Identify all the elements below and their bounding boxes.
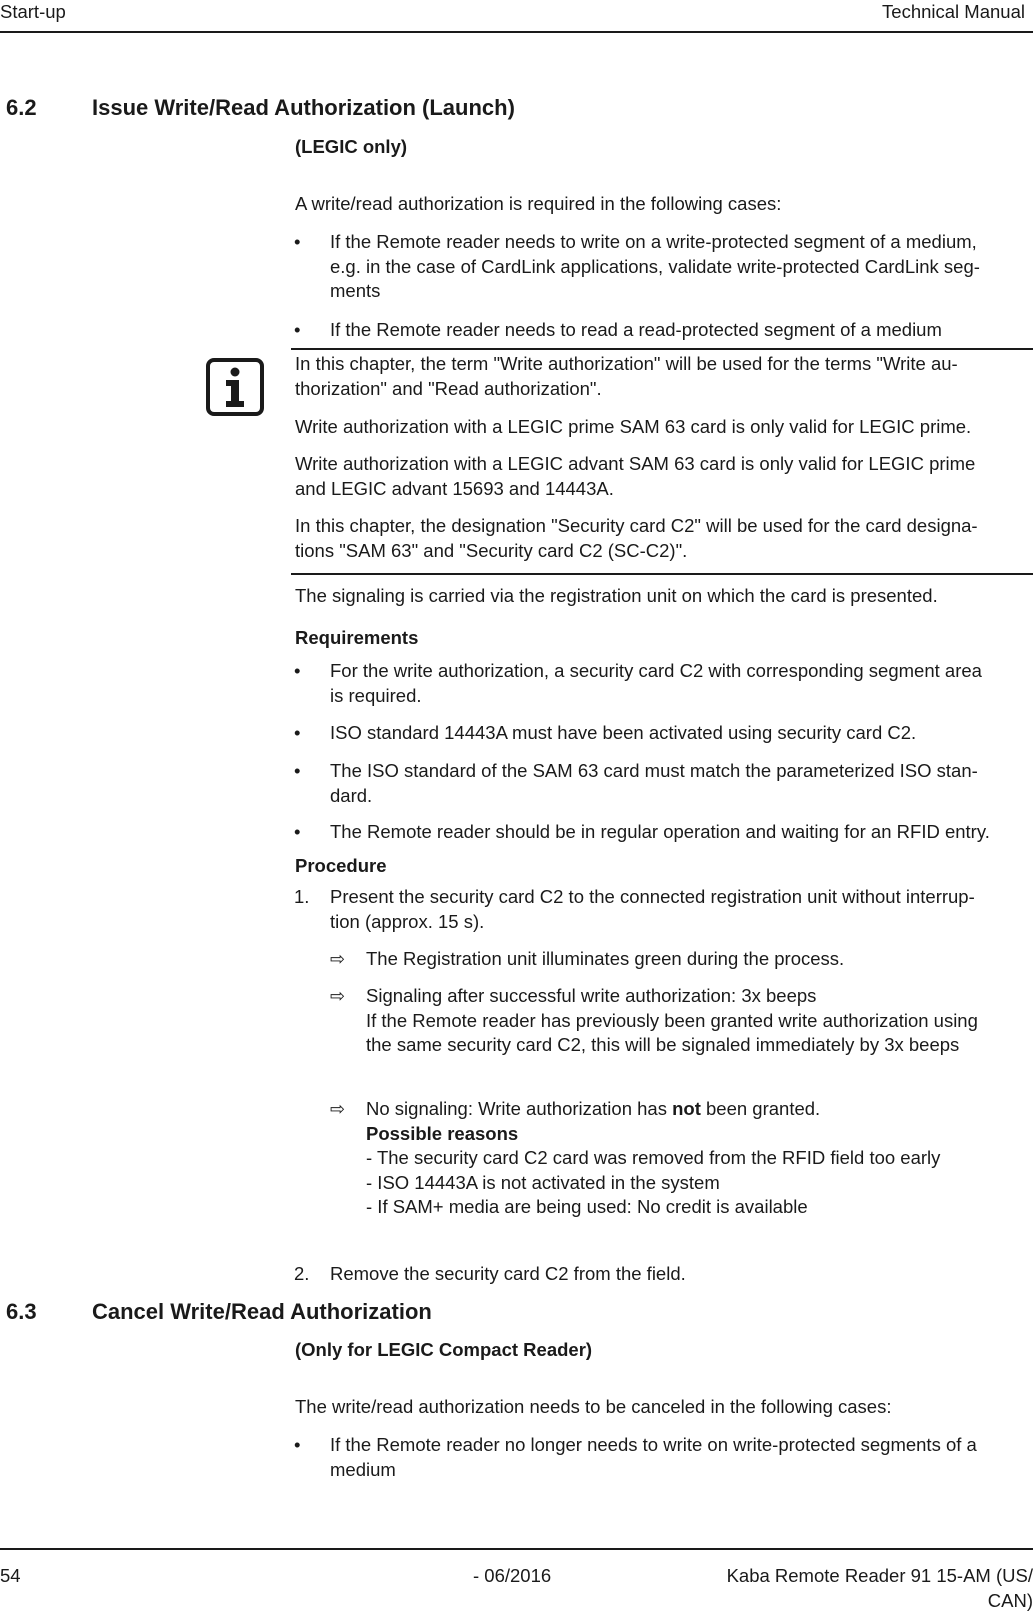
list-item: For the write authorization, a security card C2 with corresponding segment area is required. bbox=[330, 660, 982, 706]
intro-paragraph: The write/read authorization needs to be canceled in the following cases: bbox=[295, 1396, 892, 1417]
info-paragraph: In this chapter, the term "Write authorization" will be used for the terms "Write au- thorization" and "Read authorization". bbox=[295, 353, 958, 399]
list-item: If the Remote reader no longer needs to write on write-protected segments of a medium bbox=[330, 1434, 977, 1480]
step-number: 2. bbox=[294, 1263, 310, 1284]
header-left: Start-up bbox=[0, 1, 66, 22]
section-number: 6.2 bbox=[6, 95, 37, 120]
bullet: • bbox=[294, 1434, 301, 1455]
header-right: Technical Manual bbox=[882, 1, 1025, 22]
section-title: Issue Write/Read Authorization (Launch) bbox=[92, 95, 515, 120]
page-number: 54 bbox=[0, 1565, 21, 1586]
footer-rule bbox=[0, 1548, 1033, 1550]
result-text: The Registration unit illuminates green during the process. bbox=[366, 948, 845, 969]
list-item: ISO standard 14443A must have been activated using security card C2. bbox=[330, 722, 917, 743]
info-icon bbox=[206, 358, 264, 416]
bullet: • bbox=[294, 231, 301, 252]
bullet: • bbox=[294, 760, 301, 781]
bullet: • bbox=[294, 722, 301, 743]
info-paragraph: Write authorization with a LEGIC advant SAM 63 card is only valid for LEGIC prime and LEGIC advant 15693 and 14443A. bbox=[295, 453, 976, 499]
info-box-top-rule bbox=[291, 348, 1033, 350]
step-text: Remove the security card C2 from the field. bbox=[330, 1263, 686, 1284]
section-number: 6.3 bbox=[6, 1299, 37, 1324]
result-arrow-icon: ⇨ bbox=[330, 1099, 346, 1119]
step-number: 1. bbox=[294, 886, 310, 907]
bullet: • bbox=[294, 821, 301, 842]
result-arrow-icon: ⇨ bbox=[330, 986, 346, 1006]
intro-paragraph: A write/read authorization is required in the following cases: bbox=[295, 193, 782, 214]
footer-document: Kaba Remote Reader 91 15-AM (US/ CAN) bbox=[726, 1565, 1033, 1611]
section-subtitle: (LEGIC only) bbox=[295, 136, 408, 157]
list-item: If the Remote reader needs to write on a write-protected segment of a medium, e.g. in the case of CardLink applications, validate write-protected CardLink seg- ments bbox=[330, 231, 980, 301]
signaling-paragraph: The signaling is carried via the registration unit on which the card is presented. bbox=[295, 585, 938, 606]
list-item: The Remote reader should be in regular operation and waiting for an RFID entry. bbox=[330, 821, 990, 842]
info-paragraph: Write authorization with a LEGIC prime SAM 63 card is only valid for LEGIC prime. bbox=[295, 416, 972, 437]
bullet: • bbox=[294, 319, 301, 340]
section-subtitle: (Only for LEGIC Compact Reader) bbox=[295, 1339, 593, 1360]
info-paragraph: In this chapter, the designation "Security card C2" will be used for the card designa- tions "SAM 63" and "Security card C2 (SC-C2)". bbox=[295, 515, 978, 561]
list-item: The ISO standard of the SAM 63 card must match the parameterized ISO stan- dard. bbox=[330, 760, 978, 806]
result-arrow-icon: ⇨ bbox=[330, 949, 346, 969]
info-box-bottom-rule bbox=[291, 573, 1033, 575]
result-text: Signaling after successful write authorization: 3x beeps If the Remote reader has previously been granted write authorization using the same security card C2, this will be signaled immediately by 3x beeps bbox=[366, 985, 978, 1055]
section-title: Cancel Write/Read Authorization bbox=[92, 1299, 432, 1324]
header-rule bbox=[0, 31, 1033, 33]
footer-date: - 06/2016 bbox=[473, 1565, 552, 1586]
bullet: • bbox=[294, 660, 301, 681]
result-text: No signaling: Write authorization has not been granted. Possible reasons - The security card C2 card was removed from the RFID field too early - ISO 14443A is not activated in the system - If SAM+ media are being used: No credit is available bbox=[366, 1098, 941, 1217]
list-item: If the Remote reader needs to read a read-protected segment of a medium bbox=[330, 319, 942, 340]
requirements-heading: Requirements bbox=[295, 627, 419, 648]
procedure-heading: Procedure bbox=[295, 855, 387, 876]
step-text: Present the security card C2 to the connected registration unit without interrup- tion (approx. 15 s). bbox=[330, 886, 975, 932]
